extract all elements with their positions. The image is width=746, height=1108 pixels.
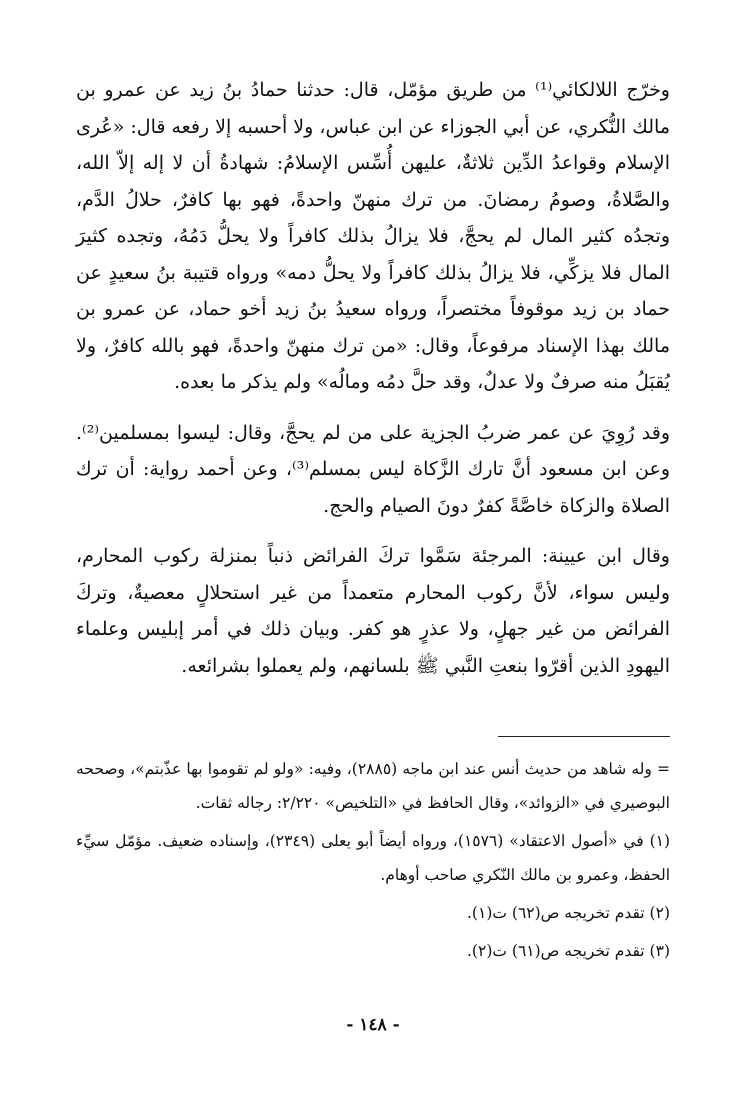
body-paragraph-1: وخرّج اللالكائي⁽¹⁾ من طريق مؤمّل، قال: حدثنا حمادُ بنُ زيد عن عمرو بن مالك النُّكري، عن أبي الجوزاء عن ابن عباس، ولا أحسبه إلا رفعه قال: «عُرى الإسلام وقواعدُ الدِّين ثلاثةٌ، عليهن أُسِّس الإسلامُ: شهادةُ أن لا إله إلاّ الله، والصَّلاةُ، وصومُ رمضانَ. من ترك منهنّ واحدةً، فهو بها كافرٌ، حلالُ الدَّم، وتجدُه كثير المال لم يحجَّ، فلا يزالُ بذلك كافراً ولا يحلُّ دَمُهُ، وتجده كثيرَ المال فلا يزكِّي، فلا يزالُ بذلك كافراً ولا يحلُّ دمه» ورواه قتيبة بنُ سعيدٍ عن حماد بن زيد موقوفاً مختصراً، ورواه سعيدُ بنُ زيد أخو حماد، عن عمرو بن مالك بهذا الإسناد مرفوعاً، وقال: «من ترك منهنّ واحدةً، فهو بالله كافرٌ، ولا يُقبَلُ منه صرفٌ ولا عدلٌ، وقد حلَّ دمُه ومالُه» ولم يذكر ما بعده. — [76, 79, 670, 393]
footnote-separator — [498, 736, 670, 737]
footnote-1: (١) في «أصول الاعتقاد» (١٥٧٦)، ورواه أيضاً أبو يعلى (٢٣٤٩)، وإسناده ضعيف. مؤمّل سيِّء الحفظ، وعمرو بن مالك النّكري صاحب أوهام. — [76, 832, 671, 884]
footnote-2: (٢) تقدم تخريجه ص(٦٢) ت(١). — [467, 904, 670, 922]
main-text — [76, 72, 670, 684]
body-paragraph-2: وقد رُوِيَ عن عمر ضربُ الجزية على من لم يحجَّ، وقال: ليسوا بمسلمين⁽²⁾. وعن ابن مسعود أنَّ تارك الزَّكاة ليس بمسلم⁽³⁾، وعن أحمد رواية: أن ترك الصلاة والزكاة خاصَّةً كفرٌ دونَ الصيام والحج. — [76, 421, 671, 517]
footnote-3: (٣) تقدم تخريجه ص(٦١) ت(٢). — [467, 942, 670, 960]
footnotes — [76, 752, 670, 968]
page-number: - ١٤٨ - — [346, 1015, 400, 1035]
footnote-continuation: = وله شاهد من حديث أنس عند ابن ماجه (٢٨٨٥)، وفيه: «ولو لم تقوموا بها عذّبتم»، وصححه البوصيري في «الزوائد»، وقال الحافظ في «التلخيص» ٢/٢٢٠: رجاله ثقات. — [76, 760, 670, 812]
body-paragraph-3: وقال ابن عيينة: المرجئة سَمَّوا تركَ الفرائض ذنباً بمنزلة ركوب المحارم، وليس سواء، لأنَّ ركوب المحارم متعمداً من غير استحلالٍ معصيةٌ، وتركَ الفرائض من غير جهلٍ، ولا عذرٍ هو كفر. وبيان ذلك في أمر إبليس وعلماء اليهودِ الذين أقرّوا بنعتِ النَّبي ﷺ بلسانهم، ولم يعملوا بشرائعه. — [76, 545, 670, 677]
